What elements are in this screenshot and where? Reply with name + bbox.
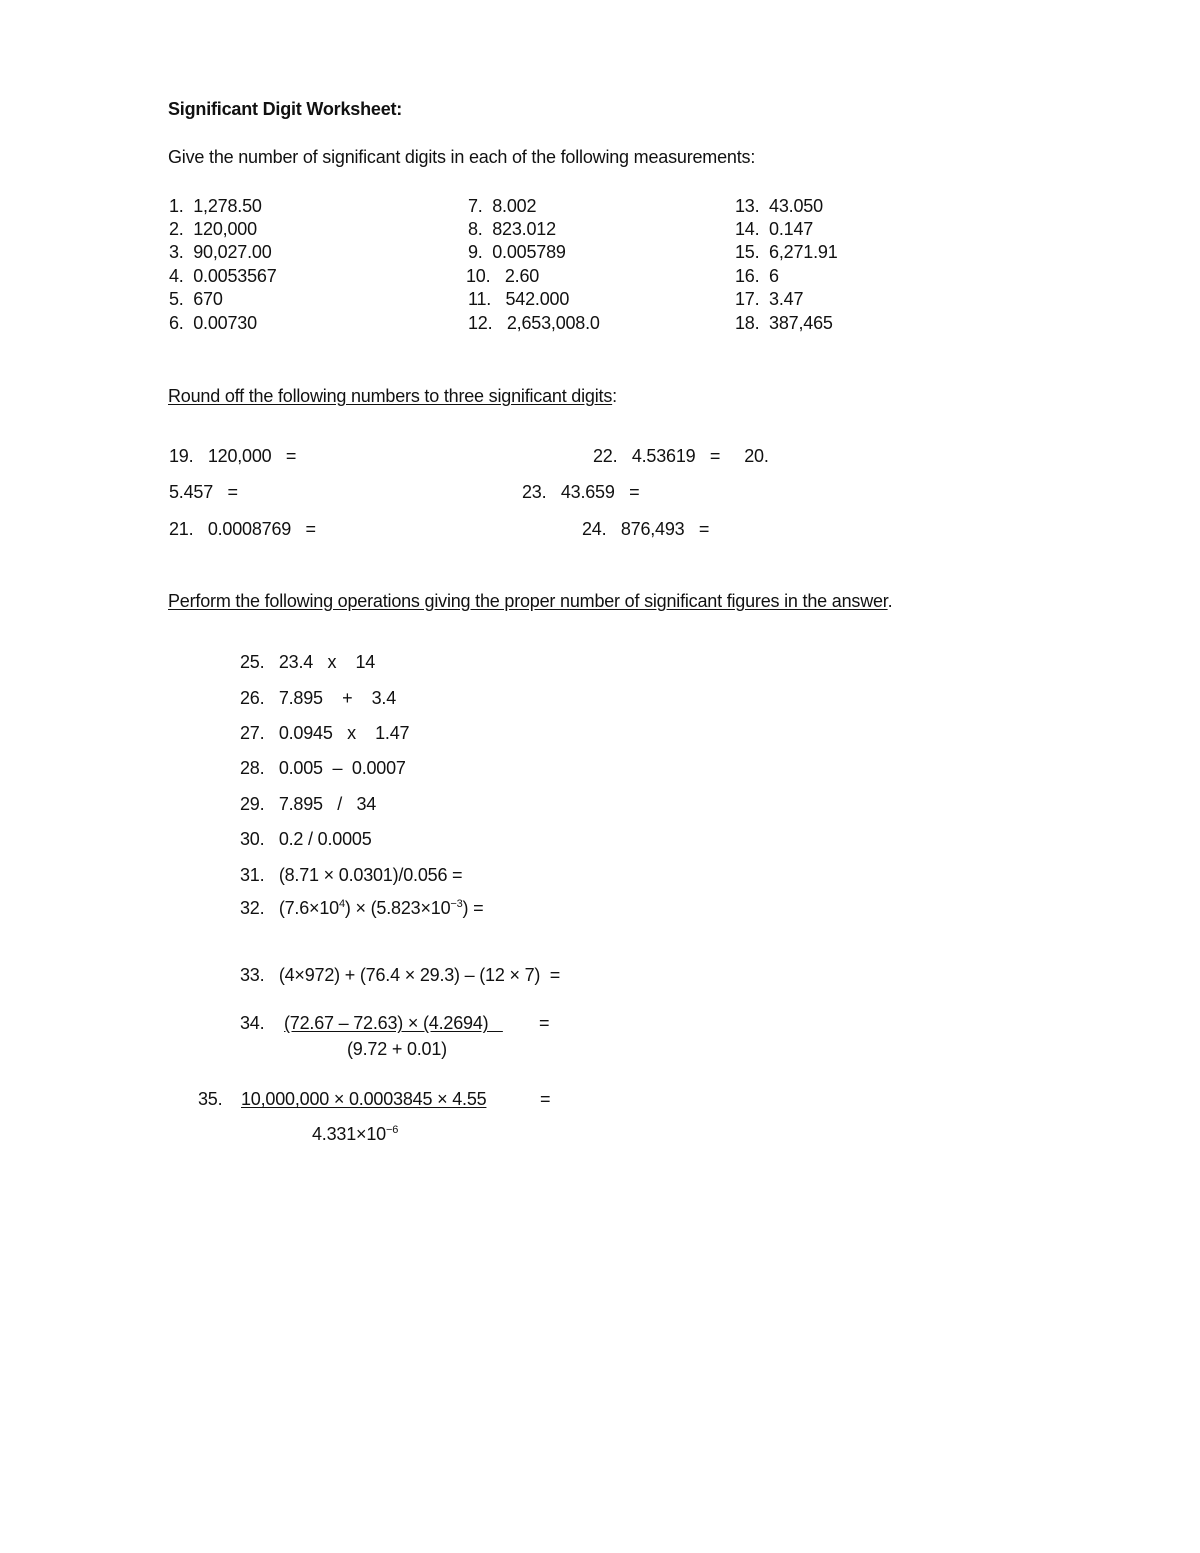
list-item: 18. 387,465 — [735, 313, 833, 333]
exponent: −3 — [450, 898, 463, 910]
list-item: 7. 8.002 — [468, 196, 537, 216]
list-item: 17. 3.47 — [735, 289, 804, 309]
item-label: 35. — [198, 1089, 223, 1109]
operation-item-30: 30. 0.2 / 0.0005 — [240, 829, 372, 849]
fraction-numerator: 10,000,000 × 0.0003845 × 4.55 — [241, 1089, 487, 1109]
operation-item-29: 29. 7.895 / 34 — [240, 794, 377, 814]
operation-item-32: 32. $(7.6\times 10^4) \times (5.823\times 10^{-3})$ = — [240, 898, 484, 918]
equals-sign: = — [540, 1089, 551, 1109]
exponent: 4 — [338, 898, 345, 910]
list-item: 16. 6 — [735, 266, 779, 286]
list-item: 10. 2.60 — [466, 266, 540, 286]
equals-sign: = — [539, 1013, 550, 1033]
operation-item-33: 33. (4×972) + (76.4 × 29.3) – (12 × 7) = — [240, 965, 561, 985]
fraction-denominator: (9.72 + 0.01) — [347, 1039, 447, 1059]
operation-item-25: 25. 23.4 x 14 — [240, 652, 376, 672]
list-item: 2. 120,000 — [169, 219, 257, 239]
round-item-19: 19. 120,000 = — [169, 446, 297, 466]
fraction-numerator: (72.67 – 72.63) × (4.2694) — [284, 1013, 489, 1033]
list-item: 1. 1,278.50 — [169, 196, 262, 216]
page-title: Significant Digit Worksheet: — [168, 99, 403, 119]
list-item: 4. 0.0053567 — [169, 266, 277, 286]
list-item: 3. 90,027.00 — [169, 242, 272, 262]
list-item: 9. 0.005789 — [468, 242, 566, 262]
list-item: 5. 670 — [169, 289, 223, 309]
operation-item-31: 31. (8.71 × 0.0301)/0.056 = — [240, 865, 463, 885]
round-item-22: 22. 4.53619 = 20. — [593, 446, 769, 466]
item-label: 34. — [240, 1013, 265, 1033]
operation-item-28: 28. 0.005 – 0.0007 — [240, 758, 406, 778]
operation-item-26: 26. 7.895 + 3.4 — [240, 688, 397, 708]
section1-instruction: Give the number of significant digits in each of the following measurements: — [168, 147, 756, 167]
operation-item-27: 27. 0.0945 x 1.47 — [240, 723, 410, 743]
fraction-denominator: $4.331\times 10^{-6}$ — [312, 1124, 399, 1144]
list-item: 11. 542.000 — [468, 289, 570, 309]
exponent: −6 — [385, 1124, 399, 1136]
list-item: 8. 823.012 — [468, 219, 556, 239]
list-item: 14. 0.147 — [735, 219, 814, 239]
round-item-24: 24. 876,493 = — [582, 519, 710, 539]
section2-instruction: Round off the following numbers to three significant digits: — [168, 386, 617, 406]
list-item: 6. 0.00730 — [169, 313, 257, 333]
list-item: 13. 43.050 — [735, 196, 823, 216]
section3-instruction: Perform the following operations giving the proper number of significant figures in the answer. — [168, 591, 893, 611]
round-item-21: 21. 0.0008769 = — [169, 519, 316, 539]
round-item-23: 23. 43.659 = — [522, 482, 640, 502]
list-item: 12. 2,653,008.0 — [468, 313, 600, 333]
round-item-20: 5.457 = — [169, 482, 238, 502]
list-item: 15. 6,271.91 — [735, 242, 838, 262]
